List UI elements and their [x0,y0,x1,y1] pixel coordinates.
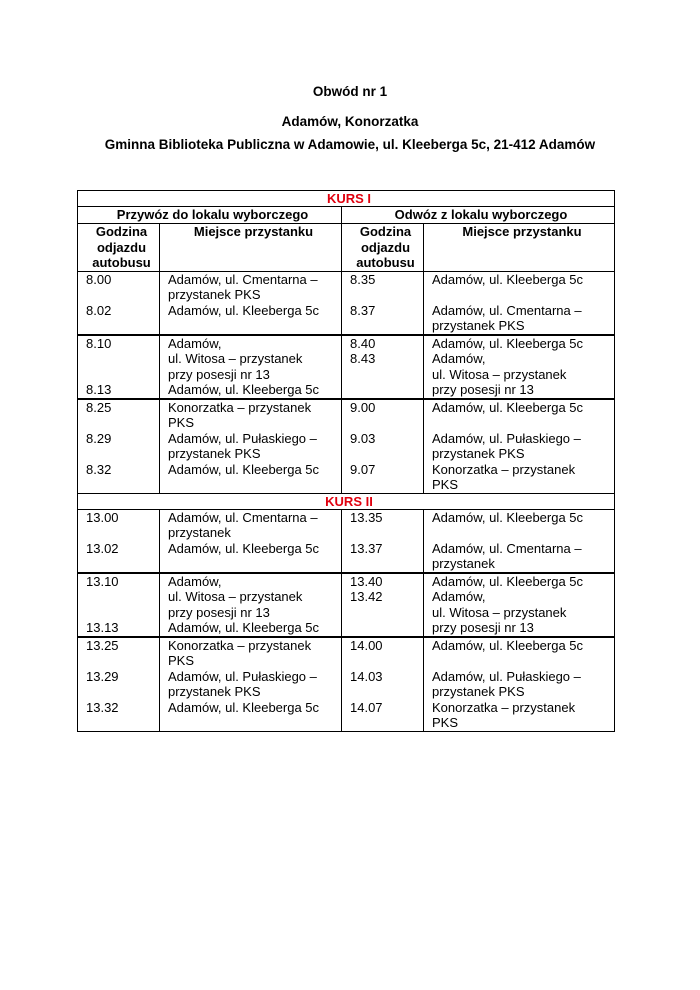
stop-name-line: przy posesji nr 13 [432,382,534,397]
stop-name-line: przystanek PKS [432,684,525,699]
stop-name-line: Adamów, ul. Cmentarna – [168,509,318,525]
spacer-line [350,367,421,383]
stop-name-line: Adamów, ul. Kleeberga 5c [432,509,584,525]
stop-name-line: przystanek PKS [432,318,525,333]
bus-schedule-table [77,190,615,732]
departure-time-cell [342,573,424,637]
spacer-line [86,351,157,367]
stop-name-line: przy posesji nr 13 [432,620,534,635]
departure-time-cell [342,399,424,494]
schedule-group-row [78,509,615,573]
stop-name-line: Konorzatka – przystanek [432,699,576,715]
stop-name-line: Adamów, ul. Cmentarna – [432,302,582,318]
departure-time: 8.37 [350,302,376,318]
departure-time: 8.10 [86,335,112,351]
spacer-line [350,446,421,462]
departure-time: 8.02 [86,302,112,318]
stop-name-line: ul. Witosa – przystanek [168,589,303,604]
stop-name-line: PKS [168,415,195,430]
column-header-row [78,224,615,272]
departure-time-cell [342,637,424,732]
kurs-header-row [78,191,615,207]
time-header-line: odjazdu [96,239,147,255]
stop-column-header: Miejsce przystanku [160,224,342,272]
schedule-group-row [78,335,615,399]
spacer-line [350,415,421,431]
stop-name-line: Konorzatka – przystanek [168,637,312,653]
departure-time: 13.40 [350,573,383,589]
spacer-line [86,684,157,700]
stop-name-line: Adamów, ul. Kleeberga 5c [432,637,584,653]
departure-time: 13.29 [86,668,119,684]
stop-cell [160,573,342,637]
departure-time: 13.37 [350,540,383,556]
departure-time: 8.32 [86,461,112,477]
stop-name-line: przystanek [168,525,231,540]
stop-name-line: przy posesji nr 13 [168,604,270,620]
departure-time-cell [78,509,160,573]
spacer-line [350,653,421,669]
departure-time-cell [78,573,160,637]
stop-cell [424,509,615,573]
departure-time: 8.40 [350,335,376,351]
departure-time: 13.42 [350,589,383,604]
departure-time: 14.00 [350,637,383,653]
departure-time: 8.35 [350,271,376,287]
time-header-line: autobusu [92,255,151,270]
stop-name-line: Adamów, ul. Pułaskiego – [432,430,581,446]
departure-time-cell [342,335,424,399]
spacer-line [350,605,421,621]
time-header-line: Godzina [95,224,148,239]
spacer-line [86,367,157,383]
spacer-line [432,525,612,541]
stop-name-line: Adamów, ul. Kleeberga 5c [168,382,320,397]
stop-cell [424,399,615,494]
direction-to-header: Przywóz do lokalu wyborczego [78,207,342,224]
spacer-line [86,415,157,431]
direction-from-header: Odwóz z lokalu wyborczego [342,207,615,224]
spacer-line [432,287,612,303]
venue-heading: Gminna Biblioteka Publiczna w Adamowie, ul. Kleeberga 5c, 21-412 Adamów [104,137,596,152]
spacer-line [86,605,157,621]
spacer-line [350,477,421,493]
departure-time: 8.29 [86,430,112,446]
departure-time: 8.00 [86,271,112,287]
departure-time: 8.13 [86,382,112,397]
stop-name-line: Adamów, ul. Kleeberga 5c [168,540,320,556]
stop-name-line: Adamów, ul. Kleeberga 5c [168,699,320,715]
stop-cell [424,271,615,335]
stop-cell [160,399,342,494]
stop-name-line: Adamów, ul. Kleeberga 5c [432,573,584,589]
stop-cell [424,335,615,399]
time-header-line: odjazdu [360,239,411,255]
departure-time-cell [78,637,160,732]
stop-name-line: Adamów, ul. Kleeberga 5c [432,271,584,287]
stop-name-line: przystanek PKS [168,287,261,302]
departure-time: 14.07 [350,699,383,715]
stop-name-line: Adamów, ul. Kleeberga 5c [168,302,320,318]
stop-name-line: PKS [168,653,195,668]
time-header-line: autobusu [356,255,415,270]
time-column-header [342,224,424,272]
stop-cell [424,637,615,732]
departure-time: 14.03 [350,668,383,684]
stop-name-line: Adamów, ul. Pułaskiego – [168,430,317,446]
stop-name-line: Adamów, ul. Pułaskiego – [432,668,581,684]
spacer-line [350,318,421,334]
departure-time: 13.10 [86,573,119,589]
time-column-header [78,224,160,272]
spacer-line [350,620,421,636]
departure-time: 13.13 [86,620,119,635]
spacer-line [86,525,157,541]
document-title: Obwód nr 1 [312,84,388,99]
stop-name-line: ul. Witosa – przystanek [168,351,303,366]
stop-name-line: Adamów, ul. Kleeberga 5c [168,620,320,635]
spacer-line [432,415,612,431]
localities-heading: Adamów, Konorzatka [281,114,419,129]
spacer-line [350,525,421,541]
spacer-line [86,589,157,605]
stop-cell [160,335,342,399]
stop-name-line: Adamów, ul. Pułaskiego – [168,668,317,684]
stop-name-line: PKS [432,715,459,730]
stop-name-line: Konorzatka – przystanek [168,399,312,415]
stop-cell [160,271,342,335]
stop-name-line: PKS [432,477,459,492]
schedule-group-row [78,271,615,335]
spacer-line [86,287,157,303]
stop-name-line: przystanek PKS [432,446,525,461]
departure-time: 13.00 [86,509,119,525]
stop-name-line: przystanek [432,556,495,571]
departure-time-cell [78,335,160,399]
direction-header-row [78,207,615,224]
departure-time-cell [342,271,424,335]
departure-time-cell [78,399,160,494]
departure-time-cell [78,271,160,335]
stop-name-line: Adamów, [168,335,222,351]
stop-name-line: Adamów, ul. Kleeberga 5c [432,335,584,351]
stop-column-header: Miejsce przystanku [424,224,615,272]
stop-name-line: ul. Witosa – przystanek [432,366,567,382]
schedule-group-row [78,399,615,494]
schedule-group-row [78,637,615,732]
stop-name-line: Adamów, [432,351,486,366]
stop-name-line: Adamów, ul. Cmentarna – [432,540,582,556]
spacer-line [350,556,421,572]
stop-name-line: Adamów, ul. Kleeberga 5c [432,399,584,415]
schedule-group-row [78,573,615,637]
departure-time: 13.25 [86,637,119,653]
spacer-line [86,653,157,669]
stop-name-line: Konorzatka – przystanek [432,461,576,477]
stop-name-line: przystanek PKS [168,684,261,699]
departure-time-cell [342,509,424,573]
stop-cell [160,509,342,573]
departure-time: 13.35 [350,509,383,525]
spacer-line [350,715,421,731]
spacer-line [432,653,612,669]
departure-time: 8.25 [86,399,112,415]
stop-cell [424,573,615,637]
departure-time: 13.32 [86,699,119,715]
stop-name-line: Adamów, ul. Kleeberga 5c [168,461,320,477]
stop-cell [160,637,342,732]
stop-name-line: Adamów, ul. Cmentarna – [168,271,318,287]
kurs-label: KURS II [78,493,615,509]
stop-name-line: ul. Witosa – przystanek [432,604,567,620]
stop-name-line: Adamów, [432,589,486,604]
spacer-line [350,382,421,398]
departure-time: 9.00 [350,399,376,415]
spacer-line [350,684,421,700]
departure-time: 13.02 [86,540,119,556]
departure-time: 9.07 [350,461,376,477]
departure-time: 9.03 [350,430,376,446]
kurs-label: KURS I [78,191,615,207]
spacer-line [350,287,421,303]
time-header-line: Godzina [359,224,412,239]
departure-time: 8.43 [350,351,376,366]
stop-name-line: przystanek PKS [168,446,261,461]
spacer-line [86,446,157,462]
stop-name-line: przy posesji nr 13 [168,366,270,382]
stop-name-line: Adamów, [168,573,222,589]
kurs-header-row [78,493,615,509]
